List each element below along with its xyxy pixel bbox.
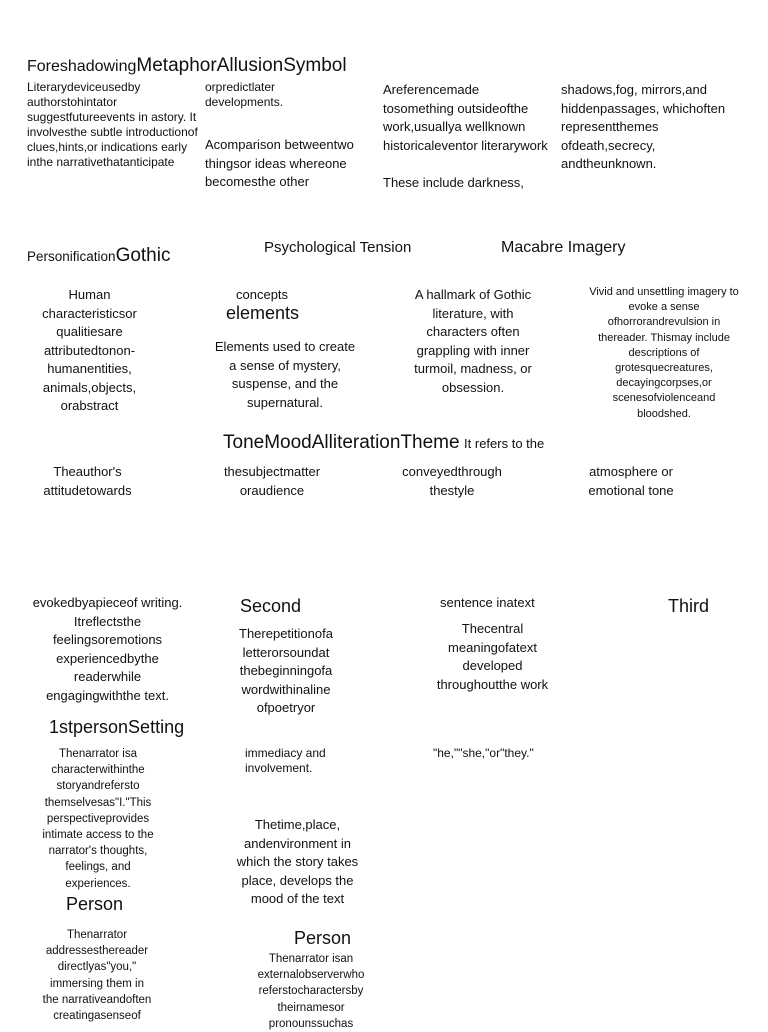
tone-refers-text: It refers to the — [464, 436, 545, 451]
gothic-concepts-text: concepts — [236, 287, 289, 302]
foreshadowing-continuation: orpredictlater developments. — [205, 80, 284, 109]
personification-definition: Human characteristicsor qualitiesare attributedtonon- humanentities, animals,objects, orabstract — [42, 287, 137, 413]
mood-definition: evokedbyapieceof writing. Itreflectsthe feelingsoremotions experiencedbythe readerwhile engagingwiththe text. — [32, 595, 183, 703]
macabre-imagery-heading: Macabre Imagery — [501, 239, 626, 256]
third-heading: Third — [668, 596, 710, 616]
second-heading: Second — [240, 596, 302, 616]
tone-mood-alliteration-theme-title: ToneMoodAlliterationTheme — [223, 432, 460, 453]
macabre-imagery-definition: Vivid and unsettling imagery to evoke a sense ofhorrorandrevulsion in thereader. Thismay include descriptions of grotesquecreatures, decayingcorpses,or scenesofviolenceand bloodshed. — [589, 286, 739, 420]
immediacy-text: immediacy and involvement. — [245, 746, 326, 775]
allusion-definition: Areferencemade tosomething outsideofthe work,usuallya wellknown historicaleventor literarywork — [383, 82, 548, 153]
mood-atmosphere-text: atmosphere or emotional tone — [588, 464, 674, 498]
foreshadowing-definition: Literarydeviceusedby authorstohintator suggestfutureevents in astory. It involvesthe subtle introductionof clues,hints,or indications early inthe narrativethatanticipate — [27, 80, 198, 169]
second-person-definition: Thenarrator addressesthereader directlyas"you," immersing them in the narrativeandoften creatingasenseof — [42, 929, 152, 1023]
third-person-definition: Thenarrator isan externalobserverwho referstocharactersby theirnamesor pronounssuchas — [257, 953, 365, 1030]
first-person-setting-heading: 1stpersonSetting — [49, 717, 185, 737]
tone-mood-alliteration-theme-heading — [223, 432, 544, 454]
personification-gothic-heading — [27, 245, 170, 267]
metaphor-definition: Acomparison betweentwo thingsor ideas whereone becomesthe other — [205, 137, 354, 189]
theme-definition: Thecentral meaningofatext developed throughoutthe work — [436, 621, 549, 692]
foreshadowing-metaphor-heading — [27, 55, 347, 77]
tone-definition: Theauthor's attitudetowards — [43, 464, 132, 498]
symbol-definition: shadows,fog, mirrors,and hiddenpassages, whichoften representthemes ofdeath,secrecy, andtheunknown. — [561, 82, 726, 171]
psychological-tension-definition: A hallmark of Gothic literature, with characters often grappling with inner turmoil, madness, or obsession. — [414, 287, 532, 395]
gothic-elements-definition: Elements used to create a sense of mystery, suspense, and the supernatural. — [214, 339, 356, 410]
third-person-heading: Person — [294, 928, 352, 948]
tone-style-text: conveyedthrough thestyle — [402, 464, 502, 498]
symbol-definition-start: These include darkness, — [383, 175, 524, 190]
foreshadowing-heading: Foreshadowing — [27, 58, 137, 75]
tone-subject-text: thesubjectmatter oraudience — [223, 464, 321, 498]
gothic-heading: Gothic — [115, 245, 171, 266]
alliteration-definition: Therepetitionofa letterorsoundat thebeginningofa wordwithinaline ofpoetryor — [239, 626, 333, 715]
personification-heading: Personification — [27, 249, 116, 264]
first-person-definition: Thenarrator isa characterwithinthe storyandrefersto themselvesas"I."This perspectiveprovides intimate access to the narrator's thoughts, feelings, and experiences. — [42, 748, 154, 890]
psychological-tension-heading: Psychological Tension — [264, 239, 412, 256]
setting-definition: Thetime,place, andenvironment in which the story takes place, develops the mood of the text — [236, 817, 359, 906]
second-person-heading: Person — [66, 894, 124, 914]
metaphor-allusion-symbol-heading: MetaphorAllusionSymbol — [136, 55, 347, 76]
sentence-text: sentence inatext — [440, 595, 535, 610]
elements-heading: elements — [226, 303, 300, 323]
pronouns-text: "he,""she,"or"they." — [433, 746, 534, 760]
